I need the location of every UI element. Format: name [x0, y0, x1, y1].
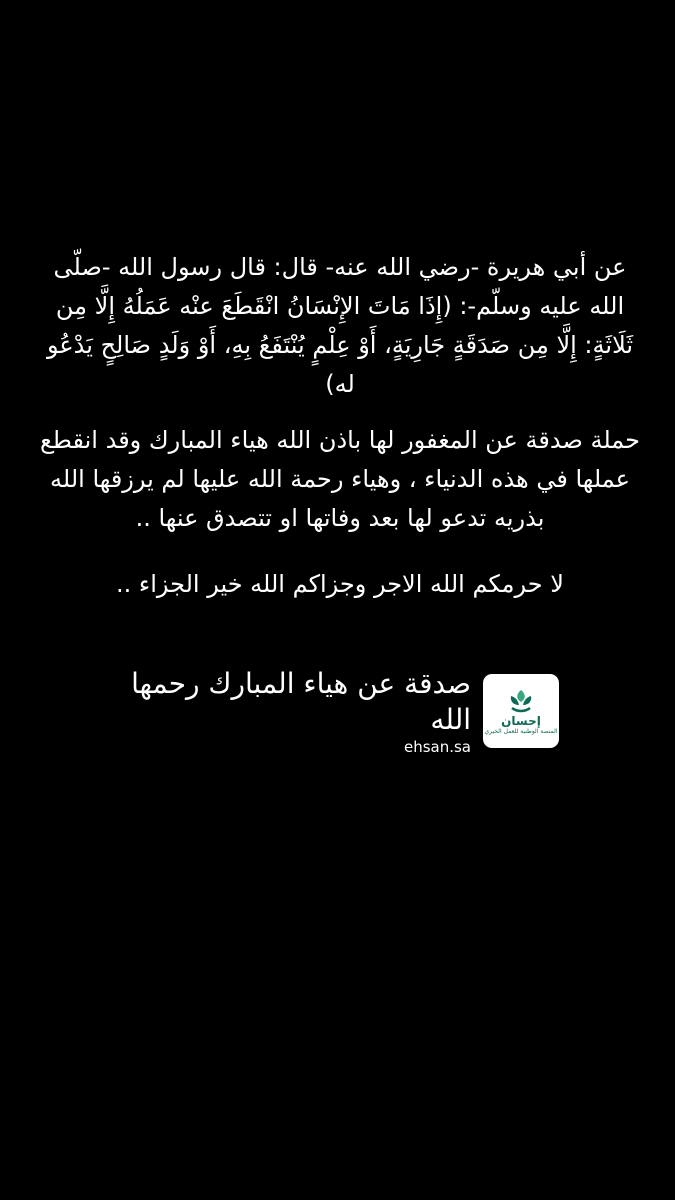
ehsan-leaf-logo-icon — [504, 686, 538, 714]
campaign-text: حملة صدقة عن المغفور لها باذن الله هياء المبارك وقد انقطع عملها في هذه الدنياء ، وهياء رحمة الله عليها لم يرزقها الله بذريه تدعو لها بعد وفاتها او تتصدق عنها .. — [40, 426, 640, 532]
sticker-text-group — [117, 666, 483, 756]
ehsan-logo-card[interactable] — [483, 674, 559, 748]
ehsan-link-sticker[interactable] — [117, 667, 559, 756]
logo-subtitle: المنصة الوطنية للعمل الخيري — [484, 728, 558, 735]
sticker-website: ehsan.sa — [403, 738, 471, 756]
sticker-title: صدقة عن هياء المبارك رحمها الله — [131, 667, 471, 736]
hadith-text: عن أبي هريرة -رضي الله عنه- قال: قال رسول الله -صلّى الله عليه وسلّم-: (إِذَا مَاتَ الإِنْسَانُ انْقَطَعَ عنْه عَمَلُهُ إِلَّا مِن ثَلَاثَةٍ: إِلَّا مِن صَدَقَةٍ جَارِيَةٍ، أَوْ عِلْمٍ يُنْتَفَعُ بِهِ، أَوْ وَلَدٍ صَالِحٍ يَدْعُو له) — [46, 253, 634, 398]
prayer-text: لا حرمكم الله الاجر وجزاكم الله خير الجزاء .. — [116, 570, 564, 598]
logo-name: إحسان — [501, 714, 541, 728]
